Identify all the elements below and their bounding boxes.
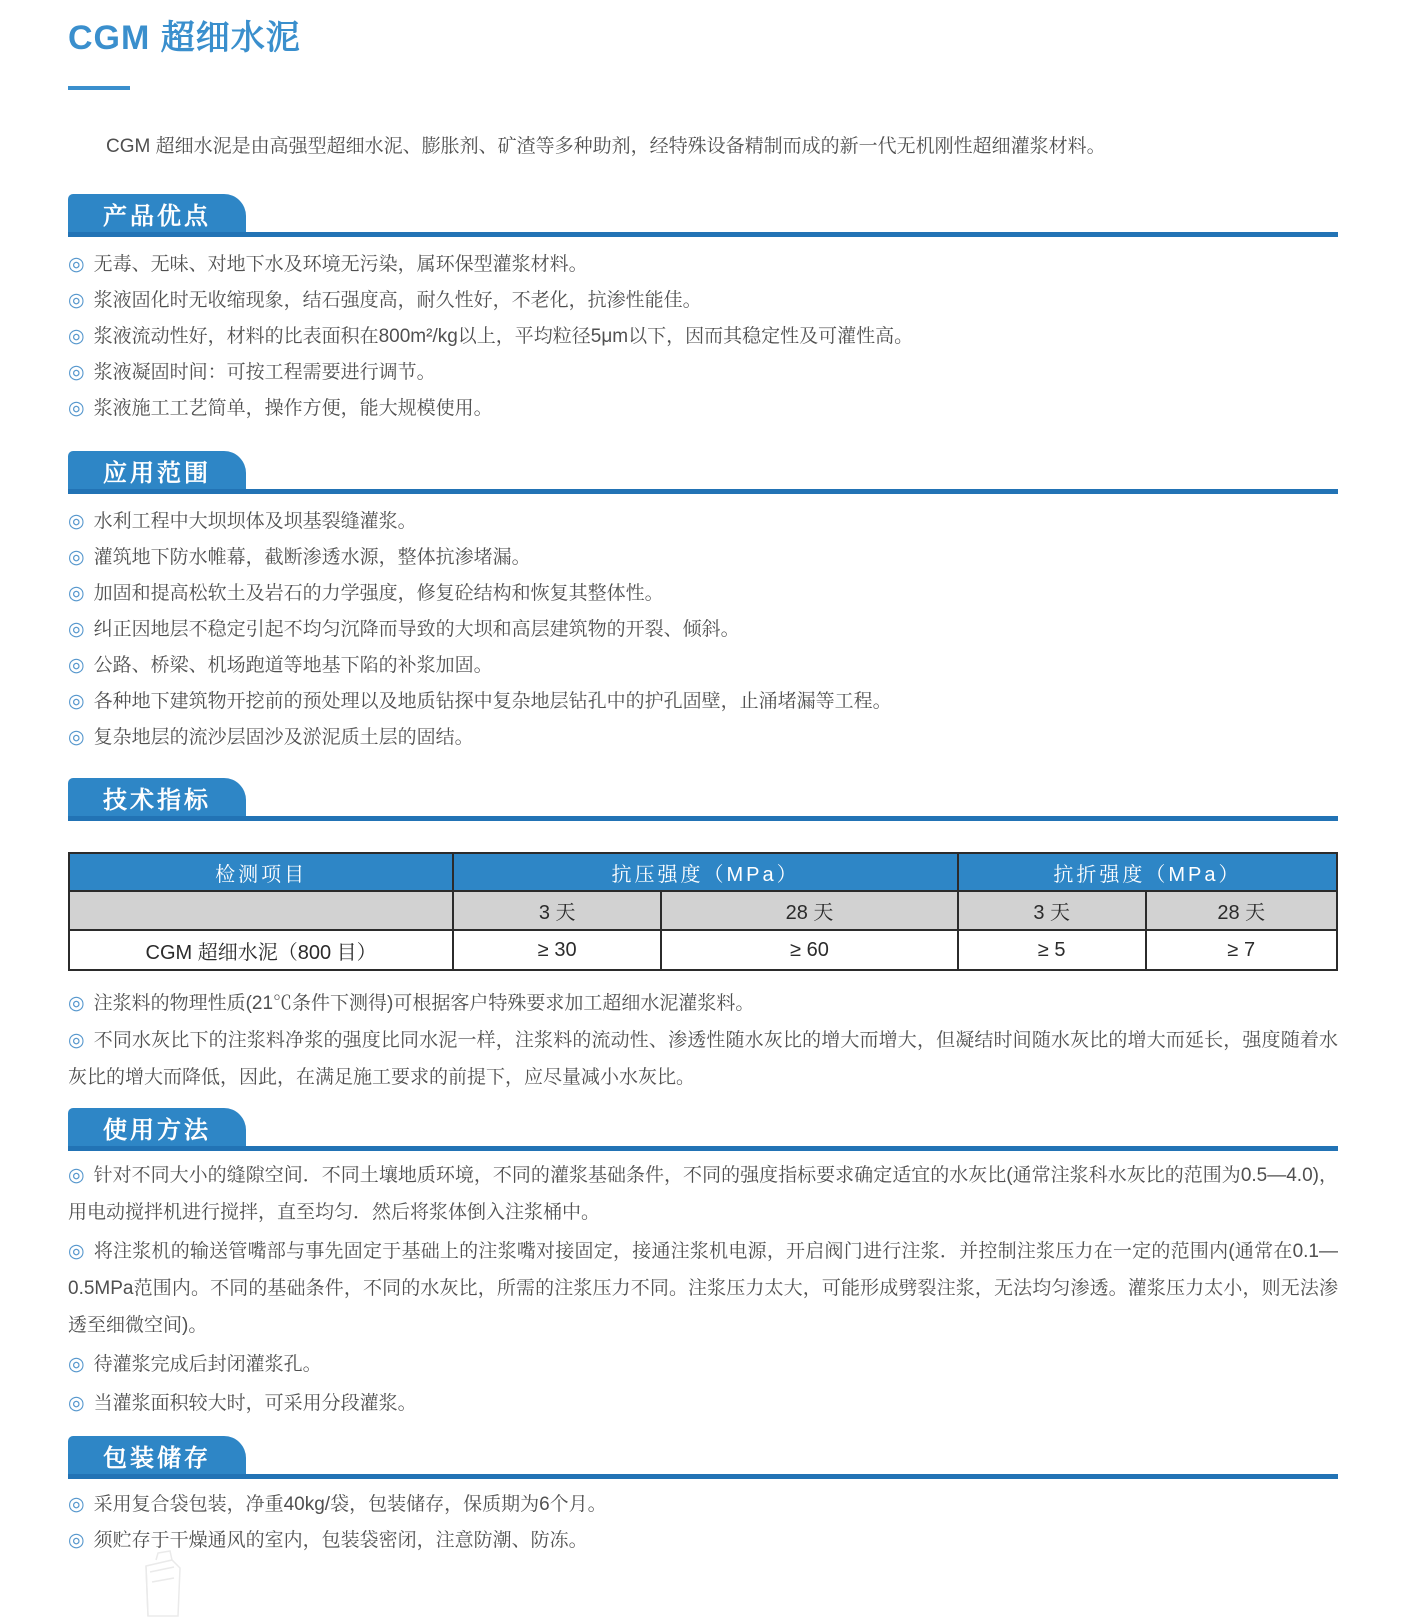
bullet-icon: ◎ [68,511,85,532]
value-28d-compressive: ≥ 60 [661,930,958,970]
section-title: 使用方法 [103,1116,211,1144]
applications-list [68,504,1338,756]
spec-table-header-row [69,853,1337,891]
list-item [68,391,1338,427]
list-item-text: 公路、桥梁、机场跑道等地基下陷的补浆加固。 [93,655,493,676]
list-item-text: 加固和提高松软土及岩石的力学强度，修复砼结构和恢复其整体性。 [93,583,664,604]
list-item [68,355,1338,391]
list-item [68,684,1338,720]
section-rule [68,1146,1338,1151]
subheader-3d-flexural: 3 天 [958,891,1146,930]
list-item-text: 浆液流动性好，材料的比表面积在800m²/kg以上，平均粒径5μm以下，因而其稳定性及可灌性高。 [93,326,914,347]
section-tab-packaging [68,1436,246,1474]
subheader-empty-cell [69,891,453,930]
section-tab-applications [68,451,246,489]
bullet-icon: ◎ [68,290,85,311]
list-item-text: 各种地下建筑物开挖前的预处理以及地质钻探中复杂地层钻孔中的护孔固壁，止涌堵漏等工程。 [93,691,892,712]
list-item-text: 当灌浆面积较大时，可采用分段灌浆。 [93,1393,417,1414]
list-item [68,576,1338,612]
page-title: CGM 超细水泥 [68,19,301,57]
section-tab-usage [68,1108,246,1146]
section-title: 包装储存 [103,1444,211,1472]
bullet-icon: ◎ [68,398,85,419]
list-item-text: 浆液施工工艺简单，操作方便，能大规模使用。 [93,398,493,419]
list-item-text: 纠正因地层不稳定引起不均匀沉降而导致的大坝和高层建筑物的开裂、倾斜。 [93,619,740,640]
cement-bag-outline-watermark [128,1548,198,1618]
spec-table-subheader-row [69,891,1337,930]
section-header-applications [68,451,1338,494]
bullet-icon: ◎ [68,254,85,275]
list-item [68,1022,1338,1096]
bullet-icon: ◎ [68,362,85,383]
list-item [68,648,1338,684]
list-item [68,540,1338,576]
title-underline-dash [68,86,130,90]
usage-list [68,1157,1338,1422]
list-item-text: 须贮存于干燥通风的室内，包装袋密闭，注意防潮、防冻。 [93,1530,588,1551]
col-header-compressive: 抗压强度（MPa） [453,853,958,891]
subheader-28d-flexural: 28 天 [1146,891,1338,930]
spec-table-data-row [69,930,1337,970]
list-item-text: 注浆料的物理性质(21℃条件下测得)可根据客户特殊要求加工超细水泥灌浆料。 [93,993,755,1014]
list-item [68,1487,1338,1523]
bullet-icon: ◎ [68,1165,85,1186]
section-tab-advantages [68,194,246,232]
list-item-text: 水利工程中大坝坝体及坝基裂缝灌浆。 [93,511,417,532]
list-item [68,1233,1338,1344]
intro-paragraph: CGM 超细水泥是由高强型超细水泥、膨胀剂、矿渣等多种助剂，经特殊设备精制而成的新一代无机刚性超细灌浆材料。 [106,136,1106,157]
list-item [68,1157,1338,1231]
section-title: 产品优点 [103,202,211,230]
subheader-3d-compressive: 3 天 [453,891,661,930]
list-item-text: 浆液凝固时间：可按工程需要进行调节。 [93,362,436,383]
section-rule [68,232,1338,237]
list-item-text: 采用复合袋包装，净重40kg/袋，包装储存，保质期为6个月。 [93,1494,607,1515]
section-rule [68,489,1338,494]
bullet-icon: ◎ [68,1393,85,1414]
list-item [68,985,1338,1022]
bullet-icon: ◎ [68,1494,85,1515]
list-item [68,1523,1338,1559]
section-rule [68,816,1338,821]
bullet-icon: ◎ [68,993,85,1014]
list-item [68,720,1338,756]
bullet-icon: ◎ [68,727,85,748]
product-name-cell: CGM 超细水泥（800 目） [69,930,453,970]
list-item [68,504,1338,540]
section-rule [68,1474,1338,1479]
section-header-usage [68,1108,1338,1151]
bullet-icon: ◎ [68,326,85,347]
list-item [68,247,1338,283]
section-title: 应用范围 [103,459,211,487]
list-item-text: 将注浆机的输送管嘴部与事先固定于基础上的注浆嘴对接固定，接通注浆机电源，开启阀门进行注浆．并控制注浆压力在一定的范围内(通常在0.1—0.5MPa范围内。不同的基础条件，不同的水灰比，所需的注浆压力不同。注浆压力太大，可能形成劈裂注浆，无法均匀渗透。灌浆压力太小，则无法渗透至细微空间)。 [68,1241,1338,1336]
advantages-list [68,247,1338,427]
section-tab-specs [68,778,246,816]
list-item-text: 针对不同大小的缝隙空间．不同土壤地质环境，不同的灌浆基础条件，不同的强度指标要求确定适宜的水灰比(通常注浆科水灰比的范围为0.5—4.0)，用电动搅拌机进行搅拌，直至均匀．然后将浆体倒入注浆桶中。 [68,1165,1338,1223]
list-item [68,1346,1338,1383]
list-item-text: 无毒、无味、对地下水及环境无污染，属环保型灌浆材料。 [93,254,588,275]
bullet-icon: ◎ [68,655,85,676]
section-header-specs [68,778,1338,821]
col-header-test-item: 检测项目 [69,853,453,891]
section-header-packaging [68,1436,1338,1479]
list-item-text: 待灌浆完成后封闭灌浆孔。 [93,1354,322,1375]
list-item [68,1385,1338,1422]
bullet-icon: ◎ [68,1241,85,1262]
value-3d-flexural: ≥ 5 [958,930,1146,970]
specs-notes-list [68,985,1338,1096]
bullet-icon: ◎ [68,547,85,568]
col-header-flexural: 抗折强度（MPa） [958,853,1337,891]
section-title: 技术指标 [103,786,211,814]
bullet-icon: ◎ [68,1030,85,1051]
value-3d-compressive: ≥ 30 [453,930,661,970]
list-item-text: 不同水灰比下的注浆料净浆的强度比同水泥一样，注浆料的流动性、渗透性随水灰比的增大而增大，但凝结时间随水灰比的增大而延长，强度随着水灰比的增大而降低，因此，在满足施工要求的前提下，应尽量减小水灰比。 [68,1030,1338,1088]
bullet-icon: ◎ [68,1354,85,1375]
bullet-icon: ◎ [68,691,85,712]
list-item-text: 浆液固化时无收缩现象，结石强度高，耐久性好，不老化，抗渗性能佳。 [93,290,702,311]
list-item [68,283,1338,319]
bullet-icon: ◎ [68,1530,85,1551]
bullet-icon: ◎ [68,583,85,604]
section-header-advantages [68,194,1338,237]
list-item-text: 灌筑地下防水帷幕，截断渗透水源，整体抗渗堵漏。 [93,547,531,568]
subheader-28d-compressive: 28 天 [661,891,958,930]
spec-table [68,852,1338,971]
list-item-text: 复杂地层的流沙层固沙及淤泥质土层的固结。 [93,727,474,748]
list-item [68,319,1338,355]
packaging-list [68,1487,1338,1559]
value-28d-flexural: ≥ 7 [1146,930,1338,970]
list-item [68,612,1338,648]
bullet-icon: ◎ [68,619,85,640]
